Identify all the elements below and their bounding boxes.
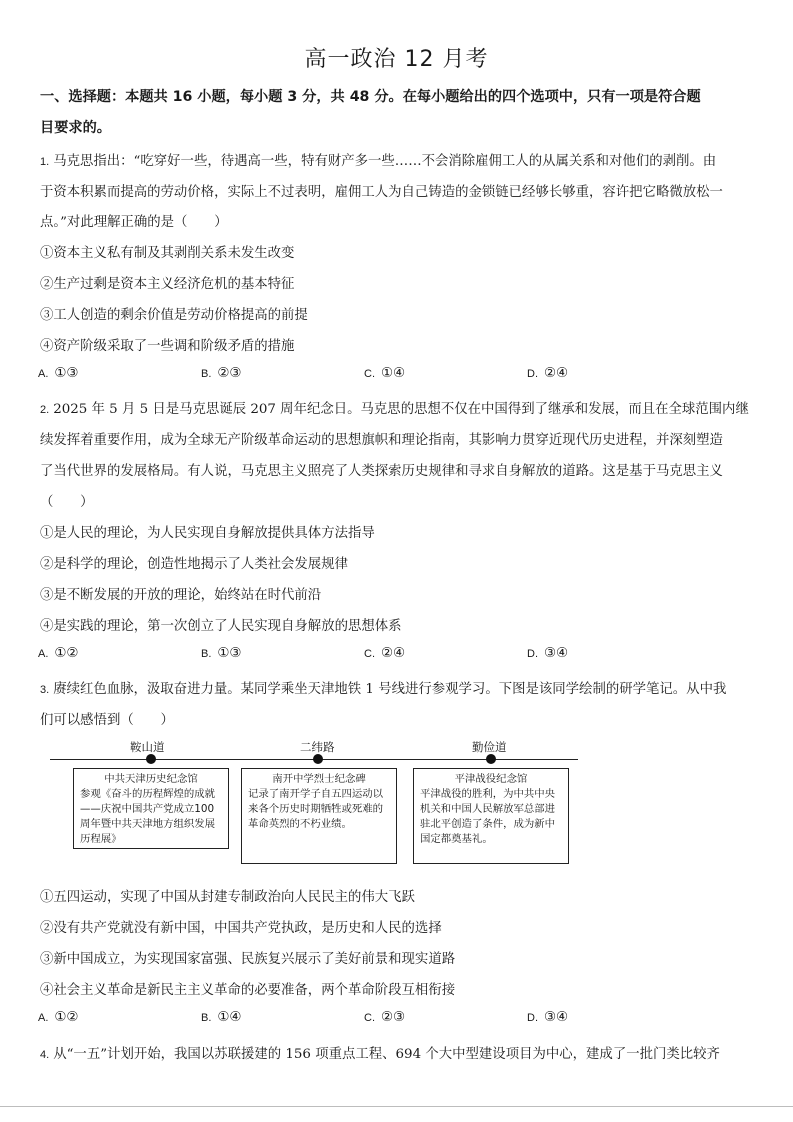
question-2-line-1: 2. 2025 年 5 月 5 日是马克思诞辰 207 周年纪念日。马克思的思想不仅在中国得到了继承和发展，而且在全球范围内继 — [40, 402, 749, 417]
station-label-anshandao: 鞍山道 — [130, 740, 165, 754]
question-3-line-2: 们可以感悟到（ ） — [40, 713, 174, 728]
question-1-statement-3: ③工人创造的剩余价值是劳动价格提高的前提 — [40, 308, 308, 323]
page-bottom-divider — [0, 1106, 793, 1107]
box-body: 平津战役的胜利，为中共中央机关和中国人民解放军总部进驻北平创造了条件，成为新中国定都奠基礼。 — [420, 788, 556, 845]
question-2-option-a[interactable]: A. ①② — [38, 646, 79, 661]
question-number: 1. — [40, 156, 50, 168]
question-2-line-2: 续发挥着重要作用，成为全球无产阶级革命运动的思想旗帜和理论指南，其影响力贯穿近现代历史进程，并深刻塑造 — [40, 433, 723, 448]
question-3-statement-2: ②没有共产党就没有新中国，中国共产党执政，是历史和人民的选择 — [40, 921, 442, 936]
section-heading-line-1: 一、选择题：本题共 16 小题，每小题 3 分，共 48 分。在每小题给出的四个选项中，只有一项是符合题 — [40, 89, 701, 105]
box-title: 中共天津历史纪念馆 — [104, 773, 198, 785]
section-heading-line-2: 目要求的。 — [40, 120, 111, 136]
info-box-nankai-martyrs-monument — [241, 768, 397, 864]
question-1-line-1: 1. 马克思指出：“吃穿好一些，待遇高一些，特有财产多一些……不会消除雇佣工人的从属关系和对他们的剥削。由 — [40, 154, 717, 169]
station-label-erweilu: 二纬路 — [300, 740, 335, 754]
question-1-statement-1: ①资本主义私有制及其剥削关系未发生改变 — [40, 246, 295, 261]
question-3-option-b[interactable]: B. ①④ — [201, 1010, 242, 1025]
question-3-line-1: 3. 赓续红色血脉，汲取奋进力量。某同学乘坐天津地铁 1 号线进行参观学习。下图是该同学绘制的研学笔记。从中我 — [40, 682, 727, 697]
question-1-option-c[interactable]: C. ①④ — [364, 366, 406, 381]
question-3-option-d[interactable]: D. ③④ — [527, 1010, 569, 1025]
page-title: 高一政治 12 月考 — [304, 47, 489, 72]
question-2-statement-2: ②是科学的理论，创造性地揭示了人类社会发展规律 — [40, 557, 348, 572]
box-title: 平津战役纪念馆 — [454, 773, 528, 785]
info-box-pingjin-campaign-museum — [413, 768, 569, 864]
question-3-statement-3: ③新中国成立，为实现国家富强、民族复兴展示了美好前景和现实道路 — [40, 952, 456, 967]
question-2-line-4: （ ） — [40, 495, 94, 510]
station-dot — [313, 754, 323, 764]
question-2-option-d[interactable]: D. ③④ — [527, 646, 569, 661]
question-4-line-1: 4. 从“一五”计划开始，我国以苏联援建的 156 项重点工程、694 个大中型建设项目为中心，建成了一批门类比较齐 — [40, 1047, 720, 1062]
question-number: 2. — [40, 404, 50, 416]
question-2-statement-1: ①是人民的理论，为人民实现自身解放提供具体方法指导 — [40, 526, 375, 541]
question-1-statement-2: ②生产过剩是资本主义经济危机的基本特征 — [40, 277, 295, 292]
question-1-option-d[interactable]: D. ②④ — [527, 366, 569, 381]
question-2-statement-3: ③是不断发展的开放的理论，始终站在时代前沿 — [40, 588, 322, 603]
question-3-statement-4: ④社会主义革命是新民主主义革命的必要准备，两个革命阶段互相衔接 — [40, 983, 456, 998]
question-3-option-a[interactable]: A. ①② — [38, 1010, 79, 1025]
station-dot — [486, 754, 496, 764]
question-1-line-2: 于资本积累而提高的劳动价格，实际上不过表明，雇佣工人为自己铸造的金锁链已经够长够重，容许把它略微放松一 — [40, 185, 723, 200]
question-2-option-c[interactable]: C. ②④ — [364, 646, 406, 661]
question-1-statement-4: ④资产阶级采取了一些调和阶级矛盾的措施 — [40, 339, 295, 354]
info-box-tianjin-history-museum — [73, 768, 229, 849]
question-1-option-a[interactable]: A. ①③ — [38, 366, 79, 381]
box-body: 参观《奋斗的历程辉煌的成就——庆祝中国共产党成立100周年暨中共天津地方组织发展历程展》 — [80, 788, 216, 845]
question-number: 4. — [40, 1049, 50, 1061]
question-3-option-c[interactable]: C. ②③ — [364, 1010, 406, 1025]
question-number: 3. — [40, 684, 50, 696]
question-2-line-3: 了当代世界的发展格局。有人说，马克思主义照亮了人类探索历史规律和寻求自身解放的道路。这是基于马克思主义 — [40, 464, 723, 479]
station-dot — [146, 754, 156, 764]
question-1-line-3: 点。”对此理解正确的是（ ） — [40, 215, 228, 230]
box-body: 记录了南开学子自五四运动以来各个历史时期牺牲或死难的革命英烈的不朽业绩。 — [248, 788, 384, 830]
box-title: 南开中学烈士纪念碑 — [272, 773, 366, 785]
question-2-statement-4: ④是实践的理论，第一次创立了人民实现自身解放的思想体系 — [40, 619, 402, 634]
question-2-option-b[interactable]: B. ①③ — [201, 646, 242, 661]
station-label-qinjiandao: 勤俭道 — [472, 740, 507, 754]
question-3-statement-1: ①五四运动，实现了中国从封建专制政治向人民民主的伟大飞跃 — [40, 890, 415, 905]
question-1-option-b[interactable]: B. ②③ — [201, 366, 242, 381]
